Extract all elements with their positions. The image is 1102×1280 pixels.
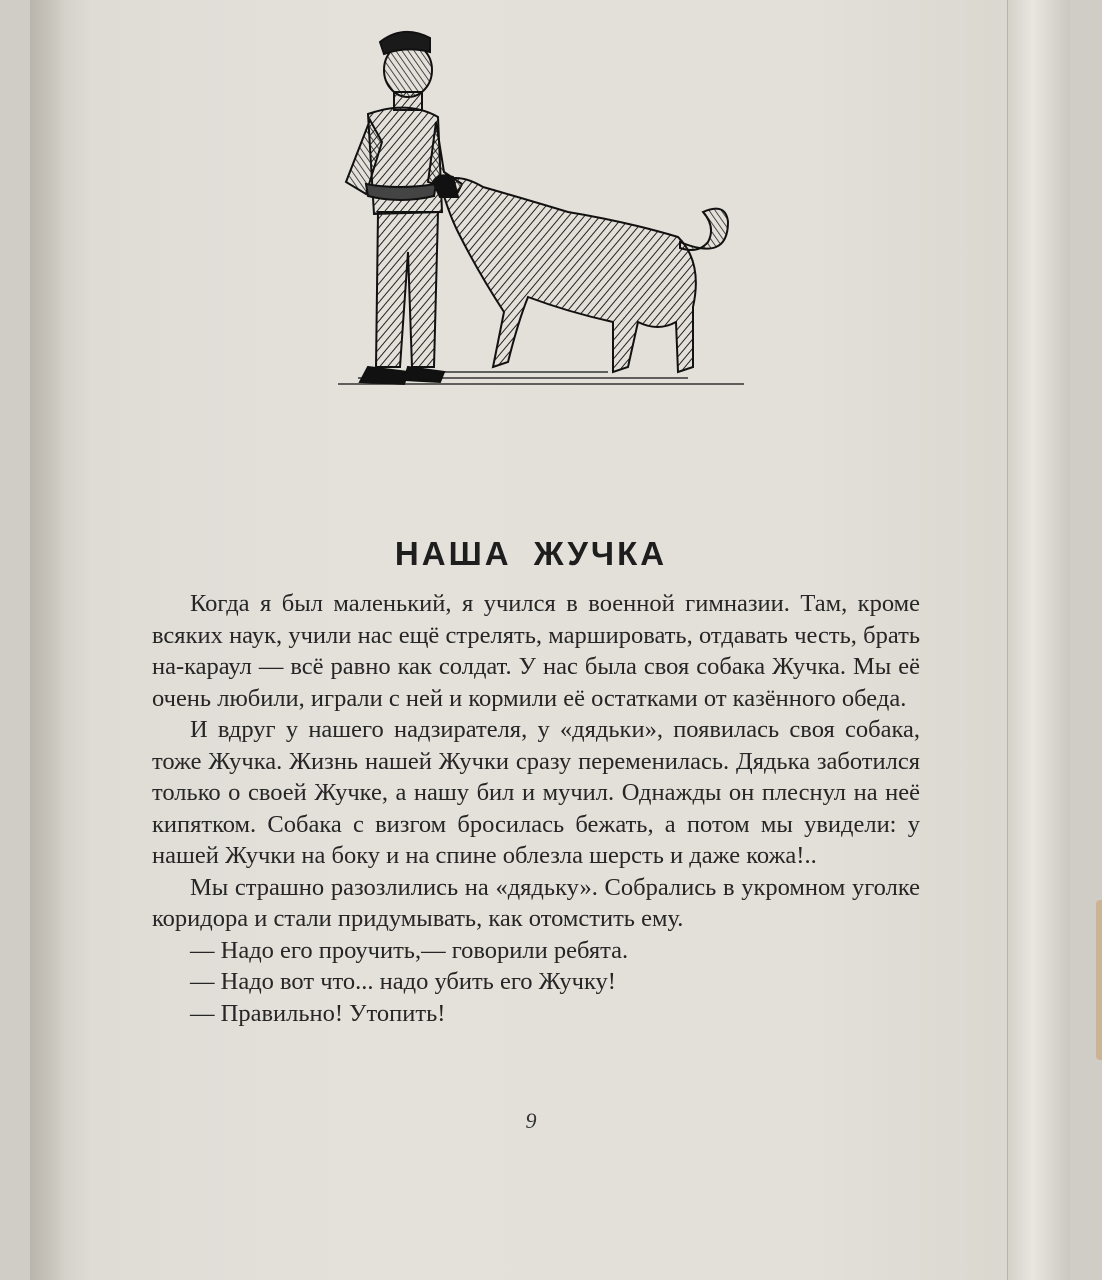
- dialogue-line: — Надо его проучить,— говорили ребята.: [190, 936, 629, 964]
- dialogue-line: — Правильно! Утопить!: [190, 999, 446, 1027]
- food-bowl: [366, 184, 436, 200]
- dialogue-line: — Надо вот что... надо убить его Жучку!: [190, 968, 616, 995]
- boy-and-dog-illustration: [308, 22, 754, 392]
- paragraph: Мы страшно разозлились на «дядьку». Собрались в укромном уголке коридора и стали придумывать, как отомстить ему.: [152, 873, 920, 932]
- paper-stain: [1096, 900, 1102, 1060]
- story-text: [152, 588, 920, 1029]
- chapter-title: НАША ЖУЧКА: [394, 535, 668, 572]
- book-gutter: [30, 0, 64, 1280]
- boy-figure: [346, 32, 462, 384]
- page-number: 9: [525, 1108, 537, 1133]
- paragraph: Когда я был маленький, я учился в военной гимназии. Там, кроме всяких наук, учили нас ещё стрелять, маршировать, отдавать честь, брать на-караул — всё равно как солдат. У нас была своя собака Жучка. Мы её очень любили, играли с ней и кормили её остатками от казённого обеда.: [152, 590, 920, 712]
- paragraph: И вдруг у нашего надзирателя, у «дядьки», появилась своя собака, тоже Жучка. Жизнь нашей Жучки сразу переменилась. Дядька заботился только о своей Жучке, а нашу бил и мучил. Однажды он плеснул на неё кипятком. Собака с визгом бросилась бежать, а потом мы увидели: у нашей Жучки на боку и на спине облезла шерсть и даже кожа!..: [152, 716, 920, 869]
- page-edge: [1007, 0, 1070, 1280]
- dog-figure: [433, 175, 728, 372]
- book-page: [30, 0, 1070, 1280]
